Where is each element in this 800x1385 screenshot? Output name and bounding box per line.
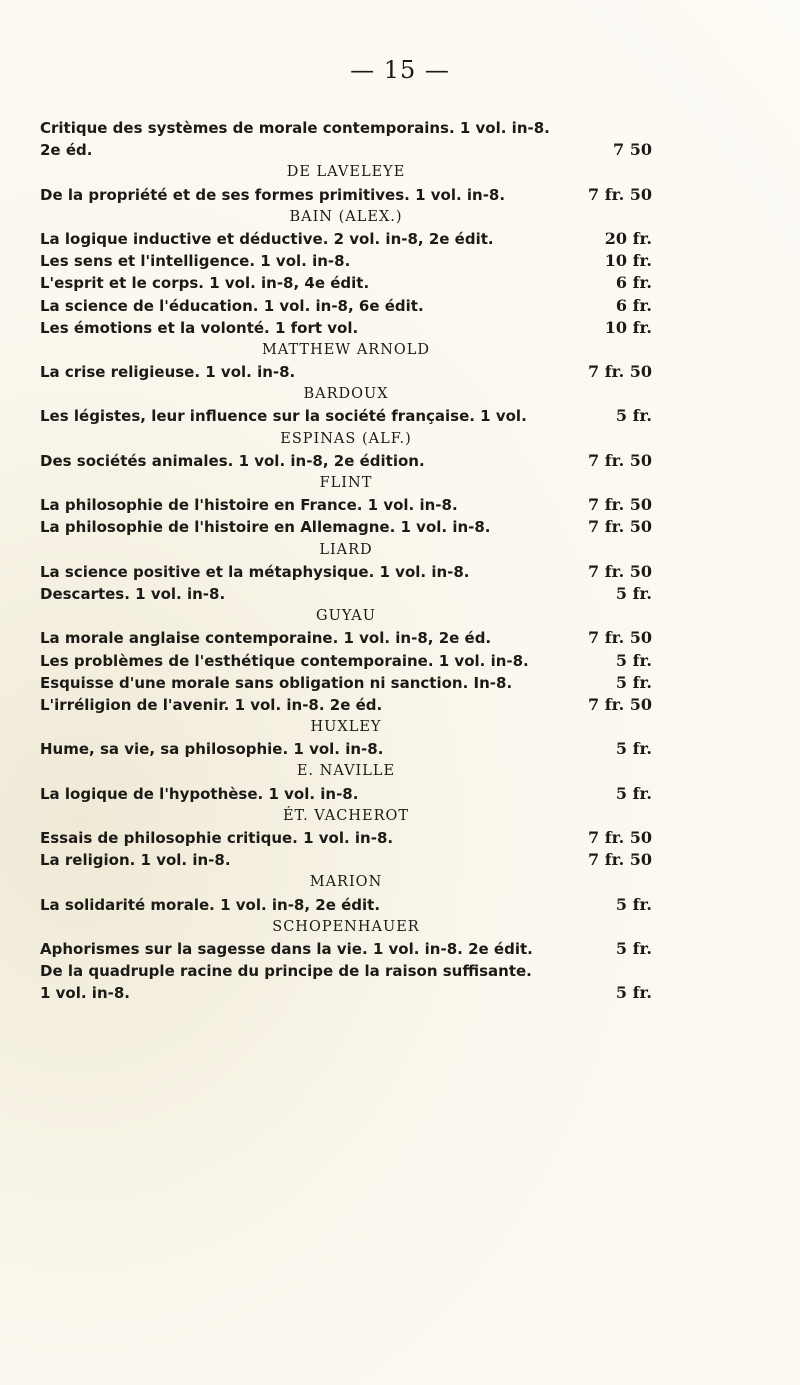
- book-price: 7 fr. 50: [588, 517, 652, 537]
- book-title: De la quadruple racine du principe de la raison suffisante.: [40, 962, 532, 981]
- book-price: 5 fr.: [615, 739, 652, 759]
- catalog-entry: [40, 295, 652, 317]
- catalog-entry: [40, 361, 652, 383]
- book-catalog-list: [40, 117, 652, 1005]
- book-price: 7 fr. 50: [588, 450, 652, 470]
- author-heading: ESPINAS (ALF.): [280, 430, 412, 447]
- book-title: La science de l'éducation. 1 vol. in-8, 6e édit.: [40, 296, 424, 315]
- book-title: 2e éd.: [40, 141, 93, 160]
- author-heading: LIARD: [319, 541, 373, 558]
- catalog-entry: [40, 694, 652, 716]
- book-title: Esquisse d'une morale sans obligation ni sanction. In-8.: [40, 673, 513, 692]
- author-heading: MARION: [309, 874, 383, 891]
- catalog-entry: [40, 250, 652, 272]
- book-price: 5 fr.: [615, 406, 652, 426]
- catalog-entry: [40, 849, 652, 871]
- book-title: Critique des systèmes de morale contemporains. 1 vol. in-8.: [40, 119, 550, 137]
- book-title: Les problèmes de l'esthétique contemporaine. 1 vol. in-8.: [40, 651, 529, 670]
- catalog-entry: [40, 117, 652, 139]
- book-title: La science positive et la métaphysique. 1 vol. in-8.: [40, 562, 470, 581]
- book-price: 5 fr.: [615, 938, 652, 958]
- book-title: La logique inductive et déductive. 2 vol. in-8, 2e édit.: [40, 229, 494, 248]
- book-price: 5 fr.: [615, 650, 652, 670]
- author-heading: E. NAVILLE: [296, 763, 396, 780]
- author-heading: HUXLEY: [310, 719, 382, 736]
- book-price: 7 fr. 50: [588, 561, 652, 581]
- catalog-entry: [40, 583, 652, 605]
- catalog-entry: [40, 650, 652, 672]
- book-title: Descartes. 1 vol. in-8.: [40, 584, 226, 603]
- catalog-entry: [40, 960, 652, 982]
- book-price: 5 fr.: [615, 894, 652, 914]
- author-heading: SCHOPENHAUER: [272, 918, 420, 935]
- book-price: 7 fr. 50: [588, 495, 652, 515]
- catalog-entry: [40, 738, 652, 760]
- catalog-entry: [40, 783, 652, 805]
- catalog-entry: [40, 494, 652, 516]
- catalog-entry: [40, 272, 652, 294]
- catalog-entry: [40, 672, 652, 694]
- author-heading: FLINT: [319, 475, 373, 491]
- book-title: Les sens et l'intelligence. 1 vol. in-8.: [40, 252, 351, 271]
- book-price: 6 fr.: [615, 295, 652, 315]
- book-title: La religion. 1 vol. in-8.: [40, 851, 231, 870]
- catalog-entry: [40, 228, 652, 250]
- book-title: La solidarité morale. 1 vol. in-8, 2e édit.: [40, 895, 381, 914]
- book-price: 10 fr.: [604, 251, 652, 271]
- book-title: Les légistes, leur influence sur la société française. 1 vol.: [40, 407, 527, 426]
- author-heading: BARDOUX: [303, 386, 389, 403]
- author-heading: ÉT. VACHEROT: [282, 807, 410, 824]
- author-heading: DE LAVELEYE: [286, 164, 406, 181]
- book-price: 5 fr.: [615, 672, 652, 692]
- page-number: — 15 —: [350, 56, 450, 84]
- author-heading: BAIN (ALEX.): [289, 208, 403, 225]
- book-price: 5 fr.: [615, 983, 652, 1003]
- book-title: Essais de philosophie critique. 1 vol. in-8.: [40, 829, 394, 847]
- book-price: 7 fr. 50: [588, 362, 652, 382]
- book-title: La philosophie de l'histoire en France. 1 vol. in-8.: [40, 496, 458, 515]
- book-title: La morale anglaise contemporaine. 1 vol. in-8, 2e éd.: [40, 629, 492, 648]
- book-title: Aphorismes sur la sagesse dans la vie. 1 vol. in-8. 2e édit.: [40, 939, 533, 958]
- book-price: 7 fr. 50: [588, 184, 652, 204]
- book-price: 7 50: [613, 140, 652, 160]
- author-heading: GUYAU: [316, 608, 376, 625]
- book-title: L'esprit et le corps. 1 vol. in-8, 4e édit.: [40, 274, 370, 293]
- book-title: L'irréligion de l'avenir. 1 vol. in-8. 2e éd.: [40, 695, 383, 714]
- book-price: 10 fr.: [604, 317, 652, 337]
- catalog-entry: [40, 982, 652, 1004]
- book-price: 7 fr. 50: [588, 828, 652, 847]
- catalog-entry: [40, 317, 652, 339]
- book-price: 7 fr. 50: [588, 850, 652, 870]
- book-price: 6 fr.: [615, 273, 652, 293]
- book-title: Hume, sa vie, sa philosophie. 1 vol. in-8.: [40, 740, 384, 759]
- book-title: 1 vol. in-8.: [40, 984, 130, 1003]
- catalog-entry: [40, 139, 652, 161]
- book-price: 7 fr. 50: [588, 694, 652, 714]
- catalog-entry: [40, 184, 652, 206]
- book-price: 5 fr.: [615, 783, 652, 803]
- book-title: La logique de l'hypothèse. 1 vol. in-8.: [40, 784, 359, 803]
- catalog-entry: [40, 627, 652, 649]
- book-title: Des sociétés animales. 1 vol. in-8, 2e édition.: [40, 451, 425, 470]
- catalog-entry: [40, 894, 652, 916]
- book-title: De la propriété et de ses formes primitives. 1 vol. in-8.: [40, 185, 506, 204]
- catalog-entry: [40, 405, 652, 427]
- book-title: Les émotions et la volonté. 1 fort vol.: [40, 318, 359, 337]
- catalog-entry: [40, 561, 652, 583]
- book-price: 7 fr. 50: [588, 628, 652, 648]
- catalog-entry: [40, 938, 652, 960]
- author-heading: MATTHEW ARNOLD: [261, 341, 431, 358]
- book-price: 5 fr.: [615, 583, 652, 603]
- catalog-entry: [40, 516, 652, 538]
- book-title: La philosophie de l'histoire en Allemagne. 1 vol. in-8.: [40, 518, 491, 537]
- book-title: La crise religieuse. 1 vol. in-8.: [40, 363, 296, 382]
- catalog-entry: [40, 827, 652, 849]
- catalog-entry: [40, 450, 652, 472]
- book-price: 20 fr.: [604, 228, 652, 248]
